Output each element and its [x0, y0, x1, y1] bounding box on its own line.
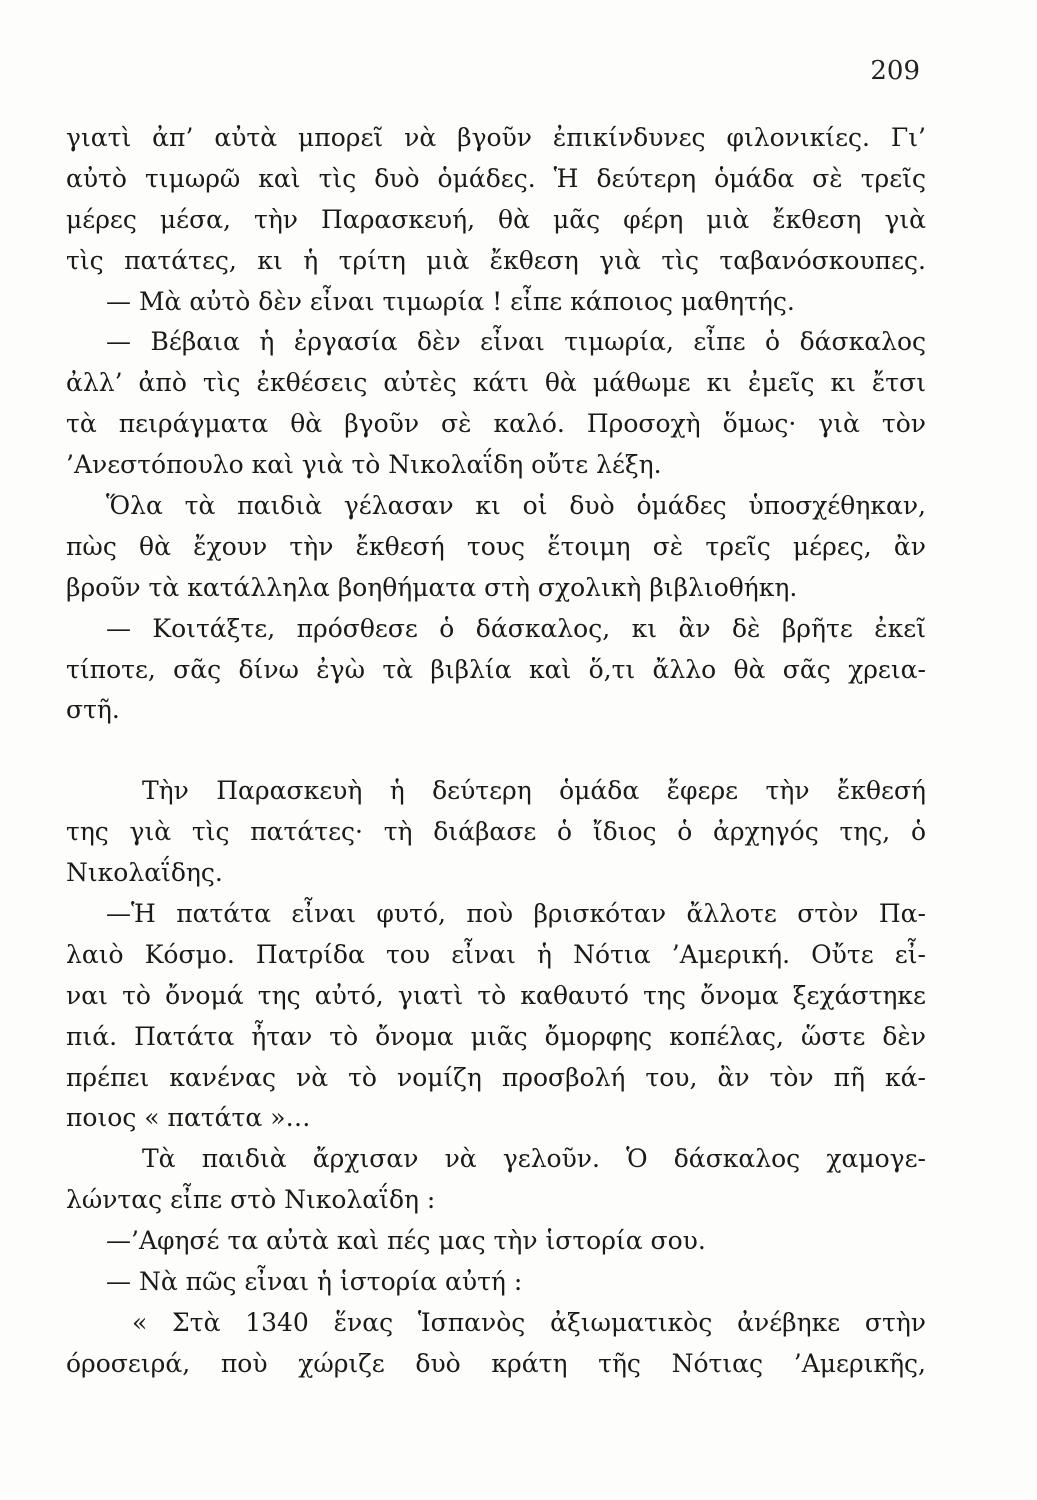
text-line: — Κοιτάξτε, πρόσθεσε ὁ δάσκαλος, κι ἂν δὲ βρῆτε ἐκεῖ — [106, 613, 926, 643]
text-line: — Νὰ πῶς εἶναι ἡ ἱστορία αὐτή : — [106, 1267, 523, 1297]
text-line: πρέπει κανένας νὰ τὸ νομίζη προσβολή του, ἂν τὸν πῆ κά- — [66, 1062, 926, 1092]
text-line: στῆ. — [66, 695, 120, 725]
text-line: — Βέβαια ἡ ἐργασία δὲν εἶναι τιμωρία, εἶπε ὁ δάσκαλος — [106, 327, 926, 357]
text-line: γιατὶ ἀπ’ αὐτὰ μπορεῖ νὰ βγοῦν ἐπικίνδυνες φιλονικίες. Γι’ — [66, 123, 926, 152]
text-line: αὐτὸ τιμωρῶ καὶ τὶς δυὸ ὁμάδες. Ἡ δεύτερη ὁμάδα σὲ τρεῖς — [66, 163, 926, 193]
text-line: μέρες μέσα, τὴν Παρασκευή, θὰ μᾶς φέρη μιὰ ἔκθεση γιὰ — [66, 204, 926, 234]
text-line: ’Ανεστόπουλο καὶ γιὰ τὸ Νικολαΐδη οὔτε λέξη. — [66, 450, 662, 480]
text-line: της γιὰ τὶς πατάτες· τὴ διάβασε ὁ ἴδιος ὁ ἀρχηγός της, ὁ — [66, 817, 926, 847]
text-line: λώντας εἶπε στὸ Νικολαΐδη : — [66, 1185, 436, 1215]
text-line: ναι τὸ ὄνομά της αὐτό, γιατὶ τὸ καθαυτό της ὄνομα ξεχάστηκε — [66, 980, 926, 1010]
text-line: τὶς πατάτες, κι ἡ τρίτη μιὰ ἔκθεση γιὰ τὶς ταβανόσκουπες. — [66, 245, 926, 275]
text-line: Νικολαΐδης. — [66, 858, 223, 888]
text-line: πιά. Πατάτα ἦταν τὸ ὄνομα μιᾶς ὄμορφης κοπέλας, ὥστε δὲν — [66, 1021, 926, 1051]
text-line: όροσειρά, ποὺ χώριζε δυὸ κράτη τῆς Νότιας ’Αμερικῆς, — [66, 1348, 926, 1378]
text-line: Ὅλα τὰ παιδιὰ γέλασαν κι οἱ δυὸ ὁμάδες ὑποσχέθηκαν, — [106, 491, 926, 521]
text-line: τὰ πειράγματα θὰ βγοῦν σὲ καλό. Προσοχὴ ὅμως· γιὰ τὸν — [66, 409, 926, 439]
text-line: ἀλλ’ ἀπὸ τὶς ἐκθέσεις αὐτὲς κάτι θὰ μάθωμε κι ἐμεῖς κι ἔτσι — [66, 368, 926, 398]
text-line: λαιὸ Κόσμο. Πατρίδα του εἶναι ἡ Νότια ’Αμερική. Οὔτε εἶ- — [66, 939, 926, 969]
text-line: ποιος « πατάτα »… — [66, 1103, 311, 1133]
text-line: Τὰ παιδιὰ ἄρχισαν νὰ γελοῦν. Ὁ δάσκαλος χαμογε- — [142, 1144, 926, 1174]
text-line: βροῦν τὰ κατάλληλα βοηθήματα στὴ σχολικὴ βιβλιοθήκη. — [66, 572, 798, 602]
text-line: —Ἡ πατάτα εἶναι φυτό, ποὺ βρισκόταν ἄλλοτε στὸν Πα- — [106, 899, 926, 929]
text-line: —’Αφησέ τα αὐτὰ καὶ πές μας τὴν ἱστορία σου. — [106, 1226, 706, 1256]
text-line: « Στὰ 1340 ἕνας Ἱσπανὸς ἀξιωματικὸς ἀνέβηκε στὴν — [132, 1307, 926, 1337]
page-number: 209 — [870, 56, 920, 86]
text-line: Τὴν Παρασκευὴ ἡ δεύτερη ὁμάδα ἔφερε τὴν ἔκθεσή — [142, 776, 926, 806]
body-text — [66, 118, 926, 1385]
text-line: — Μὰ αὐτὸ δὲν εἶναι τιμωρία ! εἶπε κάποιος μαθητής. — [106, 286, 795, 316]
text-line: πὼς θὰ ἔχουν τὴν ἔκθεσή τους ἕτοιμη σὲ τρεῖς μέρες, ἂν — [66, 531, 926, 561]
paragraph-gap — [66, 731, 926, 771]
text-line: τίποτε, σᾶς δίνω ἐγὼ τὰ βιβλία καὶ ὅ,τι ἄλλο θὰ σᾶς χρεια- — [66, 654, 926, 684]
